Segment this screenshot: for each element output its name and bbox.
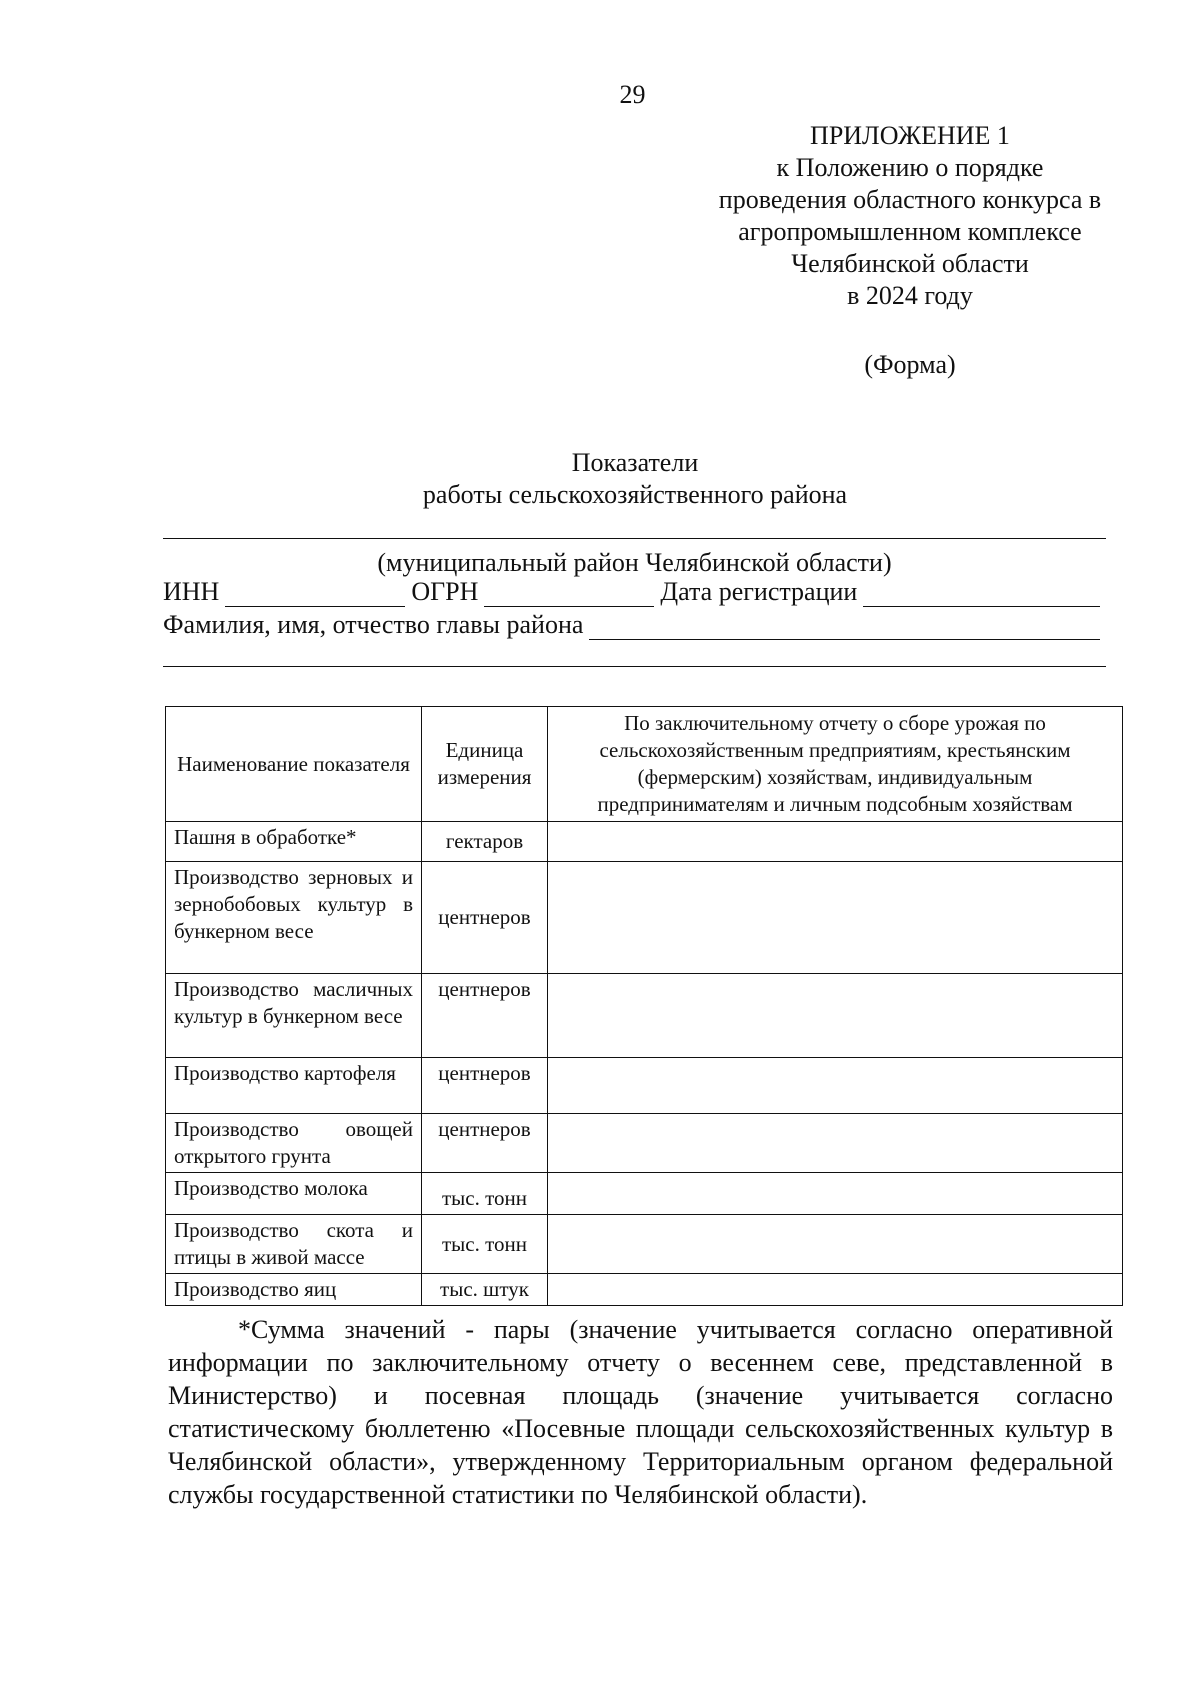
table-row [166,862,1123,974]
table-row [166,1114,1123,1173]
table-row [166,1058,1123,1114]
inn-field[interactable] [225,582,405,607]
indicator-unit: центнеров [422,1114,548,1173]
reg-date-field[interactable] [863,582,1100,607]
indicator-unit: гектаров [422,822,548,862]
appendix-line: в 2024 году [847,281,973,310]
indicator-name: Пашня в обработке* [166,822,422,862]
indicator-value-cell[interactable] [548,1274,1123,1306]
document-title [160,447,1110,511]
reg-date-label: Дата регистрации [660,577,858,606]
header-harvest-report: По заключительному отчету о сборе урожая по сельскохозяйственным предприятиям, крестьянским (фермерским) хозяйствам, индивидуальным предпринимателям и личным подсобным хозяйствам [548,707,1123,822]
indicator-name: Производство картофеля [166,1058,422,1114]
indicator-name: Производство яиц [166,1274,422,1306]
ogrn-label: ОГРН [411,577,479,606]
district-name-field[interactable] [163,538,1106,539]
indicator-value-cell[interactable] [548,1114,1123,1173]
document-title-line: работы сельскохозяйственного района [422,480,848,509]
ogrn-field[interactable] [484,582,654,607]
head-name-field-line2[interactable] [163,666,1106,667]
head-name-label: Фамилия, имя, отчество главы района [163,610,584,639]
appendix-title: ПРИЛОЖЕНИЕ 1 [810,121,1010,150]
appendix-line: к Положению о порядке [776,153,1044,182]
appendix-line: агропромышленном комплексе [738,217,1082,246]
indicator-name: Производство овощей открытого грунта [166,1114,422,1173]
form-label: (Форма) [864,350,956,379]
indicator-unit: центнеров [422,862,548,974]
indicator-unit: центнеров [422,974,548,1058]
district-caption: (муниципальный район Челябинской области) [377,548,892,577]
appendix-heading [690,120,1130,312]
header-indicator-name: Наименование показателя [166,707,422,822]
table-row [166,974,1123,1058]
table-header-row [166,707,1123,822]
head-name-field[interactable] [589,615,1100,640]
appendix-line: проведения областного конкурса в [718,185,1102,214]
indicator-value-cell[interactable] [548,1215,1123,1274]
indicator-value-cell[interactable] [548,822,1123,862]
indicator-name: Производство молока [166,1173,422,1215]
registration-fields-row [163,573,1106,607]
indicator-name: Производство скота и птицы в живой массе [166,1215,422,1274]
indicator-unit: тыс. штук [422,1274,548,1306]
inn-label: ИНН [163,577,220,606]
appendix-line: Челябинской области [791,249,1029,278]
indicator-value-cell[interactable] [548,1173,1123,1215]
footnote: *Сумма значений - пары (значение учитывается согласно оперативной информации по заключительному отчету о весеннем севе, представленной в Министерство) и посевная площадь (значение учитывается согласно статистическому бюллетеню «Посевные площади сельскохозяйственных культур в Челябинской области», утвержденному Территориальным органом федеральной службы государственной статистики по Челябинской области). [168,1315,1113,1509]
indicator-value-cell[interactable] [548,862,1123,974]
indicator-unit: центнеров [422,1058,548,1114]
indicator-value-cell[interactable] [548,974,1123,1058]
table-row [166,1173,1123,1215]
header-unit: Единица измерения [422,707,548,822]
table-row [166,1274,1123,1306]
indicators-table [165,706,1123,1306]
table-row [166,1215,1123,1274]
indicator-unit: тыс. тонн [422,1215,548,1274]
head-name-row [163,606,1106,640]
indicator-name: Производство масличных культур в бункерном весе [166,974,422,1058]
indicator-value-cell[interactable] [548,1058,1123,1114]
page-number: 29 [619,80,646,109]
document-title-line: Показатели [571,448,699,477]
indicator-name: Производство зерновых и зернобобовых культур в бункерном весе [166,862,422,974]
indicator-unit: тыс. тонн [422,1173,548,1215]
table-row [166,822,1123,862]
